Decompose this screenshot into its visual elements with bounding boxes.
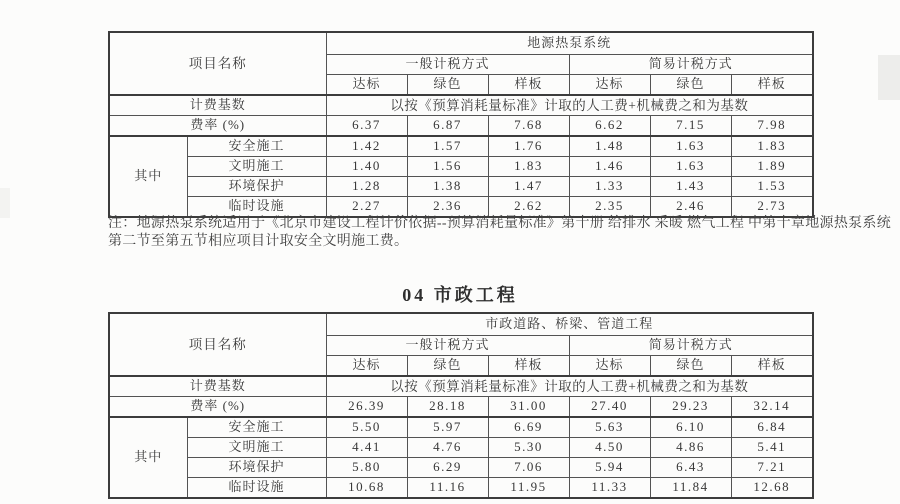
cell-value: 5.41 — [731, 438, 813, 458]
cell-value: 1.56 — [407, 157, 488, 177]
detail-row — [109, 157, 813, 177]
row-label-environment: 环境保护 — [187, 458, 326, 478]
cell-value: 10.68 — [326, 478, 407, 499]
project-name-header: 项目名称 — [109, 313, 326, 376]
table-row — [109, 95, 813, 116]
municipal-fee-table — [108, 312, 814, 499]
cell-value: 1.76 — [488, 136, 569, 157]
cell-value: 1.57 — [407, 136, 488, 157]
scan-artifact — [0, 188, 10, 218]
cell-value: 11.95 — [488, 478, 569, 499]
grade-header: 达标 — [569, 356, 650, 377]
rate-value: 6.87 — [407, 116, 488, 137]
cell-value: 1.83 — [731, 136, 813, 157]
cell-value: 1.46 — [569, 157, 650, 177]
grade-header: 样板 — [488, 75, 569, 96]
cell-value: 6.69 — [488, 417, 569, 438]
table-row — [109, 313, 813, 336]
cell-value: 6.43 — [650, 458, 731, 478]
detail-row — [109, 177, 813, 197]
detail-row — [109, 458, 813, 478]
rate-value: 7.98 — [731, 116, 813, 137]
project-name-header: 项目名称 — [109, 32, 326, 95]
grade-header: 样板 — [488, 356, 569, 377]
rate-label: 费率 (%) — [109, 397, 326, 418]
cell-value: 11.33 — [569, 478, 650, 499]
cell-value: 5.30 — [488, 438, 569, 458]
rate-value: 29.23 — [650, 397, 731, 418]
section-heading: 04 市政工程 — [402, 285, 518, 305]
grade-header: 样板 — [731, 356, 813, 377]
cell-value: 1.83 — [488, 157, 569, 177]
cell-value: 1.89 — [731, 157, 813, 177]
row-label-civilized: 文明施工 — [187, 438, 326, 458]
simple-tax-header: 简易计税方式 — [569, 55, 813, 75]
grade-header: 达标 — [569, 75, 650, 96]
general-tax-header: 一般计税方式 — [326, 55, 569, 75]
rate-value: 7.15 — [650, 116, 731, 137]
cell-value: 4.76 — [407, 438, 488, 458]
cell-value: 1.38 — [407, 177, 488, 197]
row-label-safety: 安全施工 — [187, 417, 326, 438]
cell-value: 11.84 — [650, 478, 731, 499]
cell-value: 7.21 — [731, 458, 813, 478]
detail-row — [109, 438, 813, 458]
rate-value: 32.14 — [731, 397, 813, 418]
cell-value: 5.63 — [569, 417, 650, 438]
cell-value: 2.35 — [569, 197, 650, 218]
grade-header: 绿色 — [650, 356, 731, 377]
rate-value: 6.62 — [569, 116, 650, 137]
cell-value: 1.33 — [569, 177, 650, 197]
fee-base-text: 以按《预算消耗量标准》计取的人工费+机械费之和为基数 — [326, 376, 813, 397]
table-note: 注：地源热泵系统适用于《北京市建设工程计价依据--预算消耗量标准》第十册 给排水 采暖 燃气工程 中第十章地源热泵系统第二节至第五节相应项目计取安全文明施工费。 — [108, 216, 892, 249]
rate-value: 6.37 — [326, 116, 407, 137]
rate-value: 7.68 — [488, 116, 569, 137]
cell-value: 5.97 — [407, 417, 488, 438]
grade-header: 样板 — [731, 75, 813, 96]
grade-header: 绿色 — [407, 356, 488, 377]
cell-value: 2.46 — [650, 197, 731, 218]
rate-value: 27.40 — [569, 397, 650, 418]
cell-value: 7.06 — [488, 458, 569, 478]
fee-base-label: 计费基数 — [109, 95, 326, 116]
cell-value: 5.80 — [326, 458, 407, 478]
scan-artifact — [878, 55, 900, 100]
cell-value: 1.42 — [326, 136, 407, 157]
cell-value: 2.36 — [407, 197, 488, 218]
cell-value: 12.68 — [731, 478, 813, 499]
grade-header: 绿色 — [407, 75, 488, 96]
grade-header: 绿色 — [650, 75, 731, 96]
grade-header: 达标 — [326, 356, 407, 377]
cell-value: 1.47 — [488, 177, 569, 197]
cell-value: 1.63 — [650, 136, 731, 157]
cell-value: 4.50 — [569, 438, 650, 458]
cell-value: 1.53 — [731, 177, 813, 197]
general-tax-header: 一般计税方式 — [326, 336, 569, 356]
row-label-safety: 安全施工 — [187, 136, 326, 157]
detail-row — [109, 478, 813, 499]
cell-value: 1.28 — [326, 177, 407, 197]
cell-value: 6.10 — [650, 417, 731, 438]
detail-row — [109, 136, 813, 157]
cell-value: 4.41 — [326, 438, 407, 458]
cell-value: 1.63 — [650, 157, 731, 177]
table-row — [109, 376, 813, 397]
rate-value: 31.00 — [488, 397, 569, 418]
table-title: 地源热泵系统 — [326, 32, 813, 55]
simple-tax-header: 简易计税方式 — [569, 336, 813, 356]
rate-value: 28.18 — [407, 397, 488, 418]
geothermal-fee-table — [108, 31, 814, 218]
cell-value: 1.40 — [326, 157, 407, 177]
detail-row — [109, 417, 813, 438]
cell-value: 4.86 — [650, 438, 731, 458]
among-which-label: 其中 — [109, 417, 187, 498]
cell-value: 2.62 — [488, 197, 569, 218]
detail-row — [109, 197, 813, 218]
table-row — [109, 397, 813, 418]
cell-value: 2.73 — [731, 197, 813, 218]
rate-value: 26.39 — [326, 397, 407, 418]
table-row — [109, 32, 813, 55]
row-label-temporary: 临时设施 — [187, 197, 326, 218]
rate-label: 费率 (%) — [109, 116, 326, 137]
cell-value: 1.43 — [650, 177, 731, 197]
table-row — [109, 116, 813, 137]
cell-value: 5.50 — [326, 417, 407, 438]
among-which-label: 其中 — [109, 136, 187, 217]
cell-value: 6.84 — [731, 417, 813, 438]
fee-base-text: 以按《预算消耗量标准》计取的人工费+机械费之和为基数 — [326, 95, 813, 116]
row-label-temporary: 临时设施 — [187, 478, 326, 499]
table-title: 市政道路、桥梁、管道工程 — [326, 313, 813, 336]
cell-value: 11.16 — [407, 478, 488, 499]
fee-base-label: 计费基数 — [109, 376, 326, 397]
row-label-civilized: 文明施工 — [187, 157, 326, 177]
row-label-environment: 环境保护 — [187, 177, 326, 197]
cell-value: 1.48 — [569, 136, 650, 157]
grade-header: 达标 — [326, 75, 407, 96]
cell-value: 6.29 — [407, 458, 488, 478]
cell-value: 5.94 — [569, 458, 650, 478]
cell-value: 2.27 — [326, 197, 407, 218]
